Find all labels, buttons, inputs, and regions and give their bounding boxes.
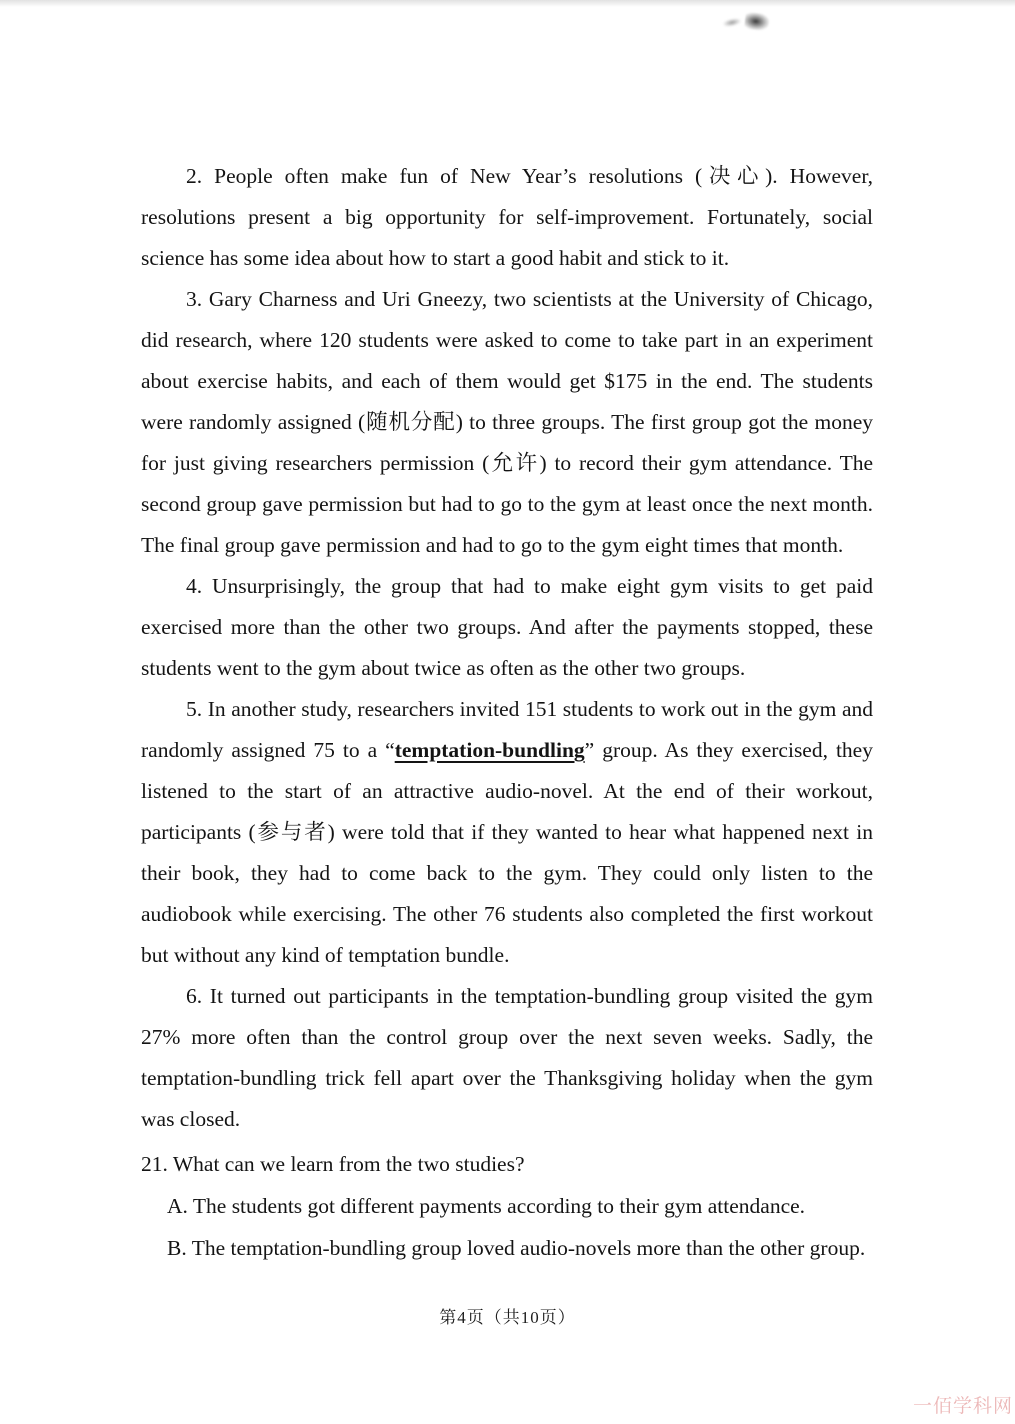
question-21: 21. What can we learn from the two studies?: [141, 1152, 525, 1176]
scan-smudge-icon: [744, 12, 770, 32]
passage-paragraph-6: 6. It turned out participants in the temptation-bundling group visited the gym 27% more often than the control group over the next seven weeks. Sadly, the temptation-bundling trick fell apart over the Thanksgiving holiday when the gym was closed.: [141, 984, 873, 1131]
scan-smudge-icon: [722, 17, 741, 28]
paragraph-5-text-before: 5. In another study, researchers invited 151 students to work out in the gym and randomly assigned 75 to a “: [141, 697, 873, 762]
watermark: 一佰学科网: [912, 1396, 1013, 1417]
reading-passage: [141, 156, 873, 1269]
page-number: 第4页（共10页）: [439, 1308, 576, 1327]
passage-paragraph-5: [141, 689, 873, 976]
passage-paragraph-4: 4. Unsurprisingly, the group that had to make eight gym visits to get paid exercised more than the other two groups. And after the payments stopped, these students went to the gym about twice as often as the other two groups.: [141, 574, 873, 680]
paragraph-5-text-after: ” group. As they exercised, they listened to the start of an attractive audio-novel. At the end of their workout, participants (参与者) were told that if they wanted to hear what happened next in their book, they had to come back to the gym. They could only listen to the audiobook while exercising. The other 76 students also completed the first workout but without any kind of temptation bundle.: [141, 738, 873, 967]
passage-paragraph-3: 3. Gary Charness and Uri Gneezy, two scientists at the University of Chicago, did research, where 120 students were asked to come to take part in an experiment about exercise habits, and each of them would get $175 in the end. The students were randomly assigned (随机分配) to three groups. The first group got the money for just giving researchers permission (允许) to record their gym attendance. The second group gave permission but had to go to the gym at least once the next month. The final group gave permission and had to go to the gym eight times that month.: [141, 287, 873, 557]
highlighted-term: temptation-bundling: [394, 738, 585, 762]
question-21-option-a: A. The students got different payments according to their gym attendance.: [167, 1194, 806, 1218]
question-21-option-b: B. The temptation-bundling group loved audio-novels more than the other group.: [167, 1236, 866, 1260]
scan-edge-shadow: [0, 0, 1015, 7]
passage-paragraph-2: 2. People often make fun of New Year’s resolutions (决心). However, resolutions present a big opportunity for self-improvement. Fortunately, social science has some idea about how to start a good habit and stick to it.: [141, 164, 873, 270]
